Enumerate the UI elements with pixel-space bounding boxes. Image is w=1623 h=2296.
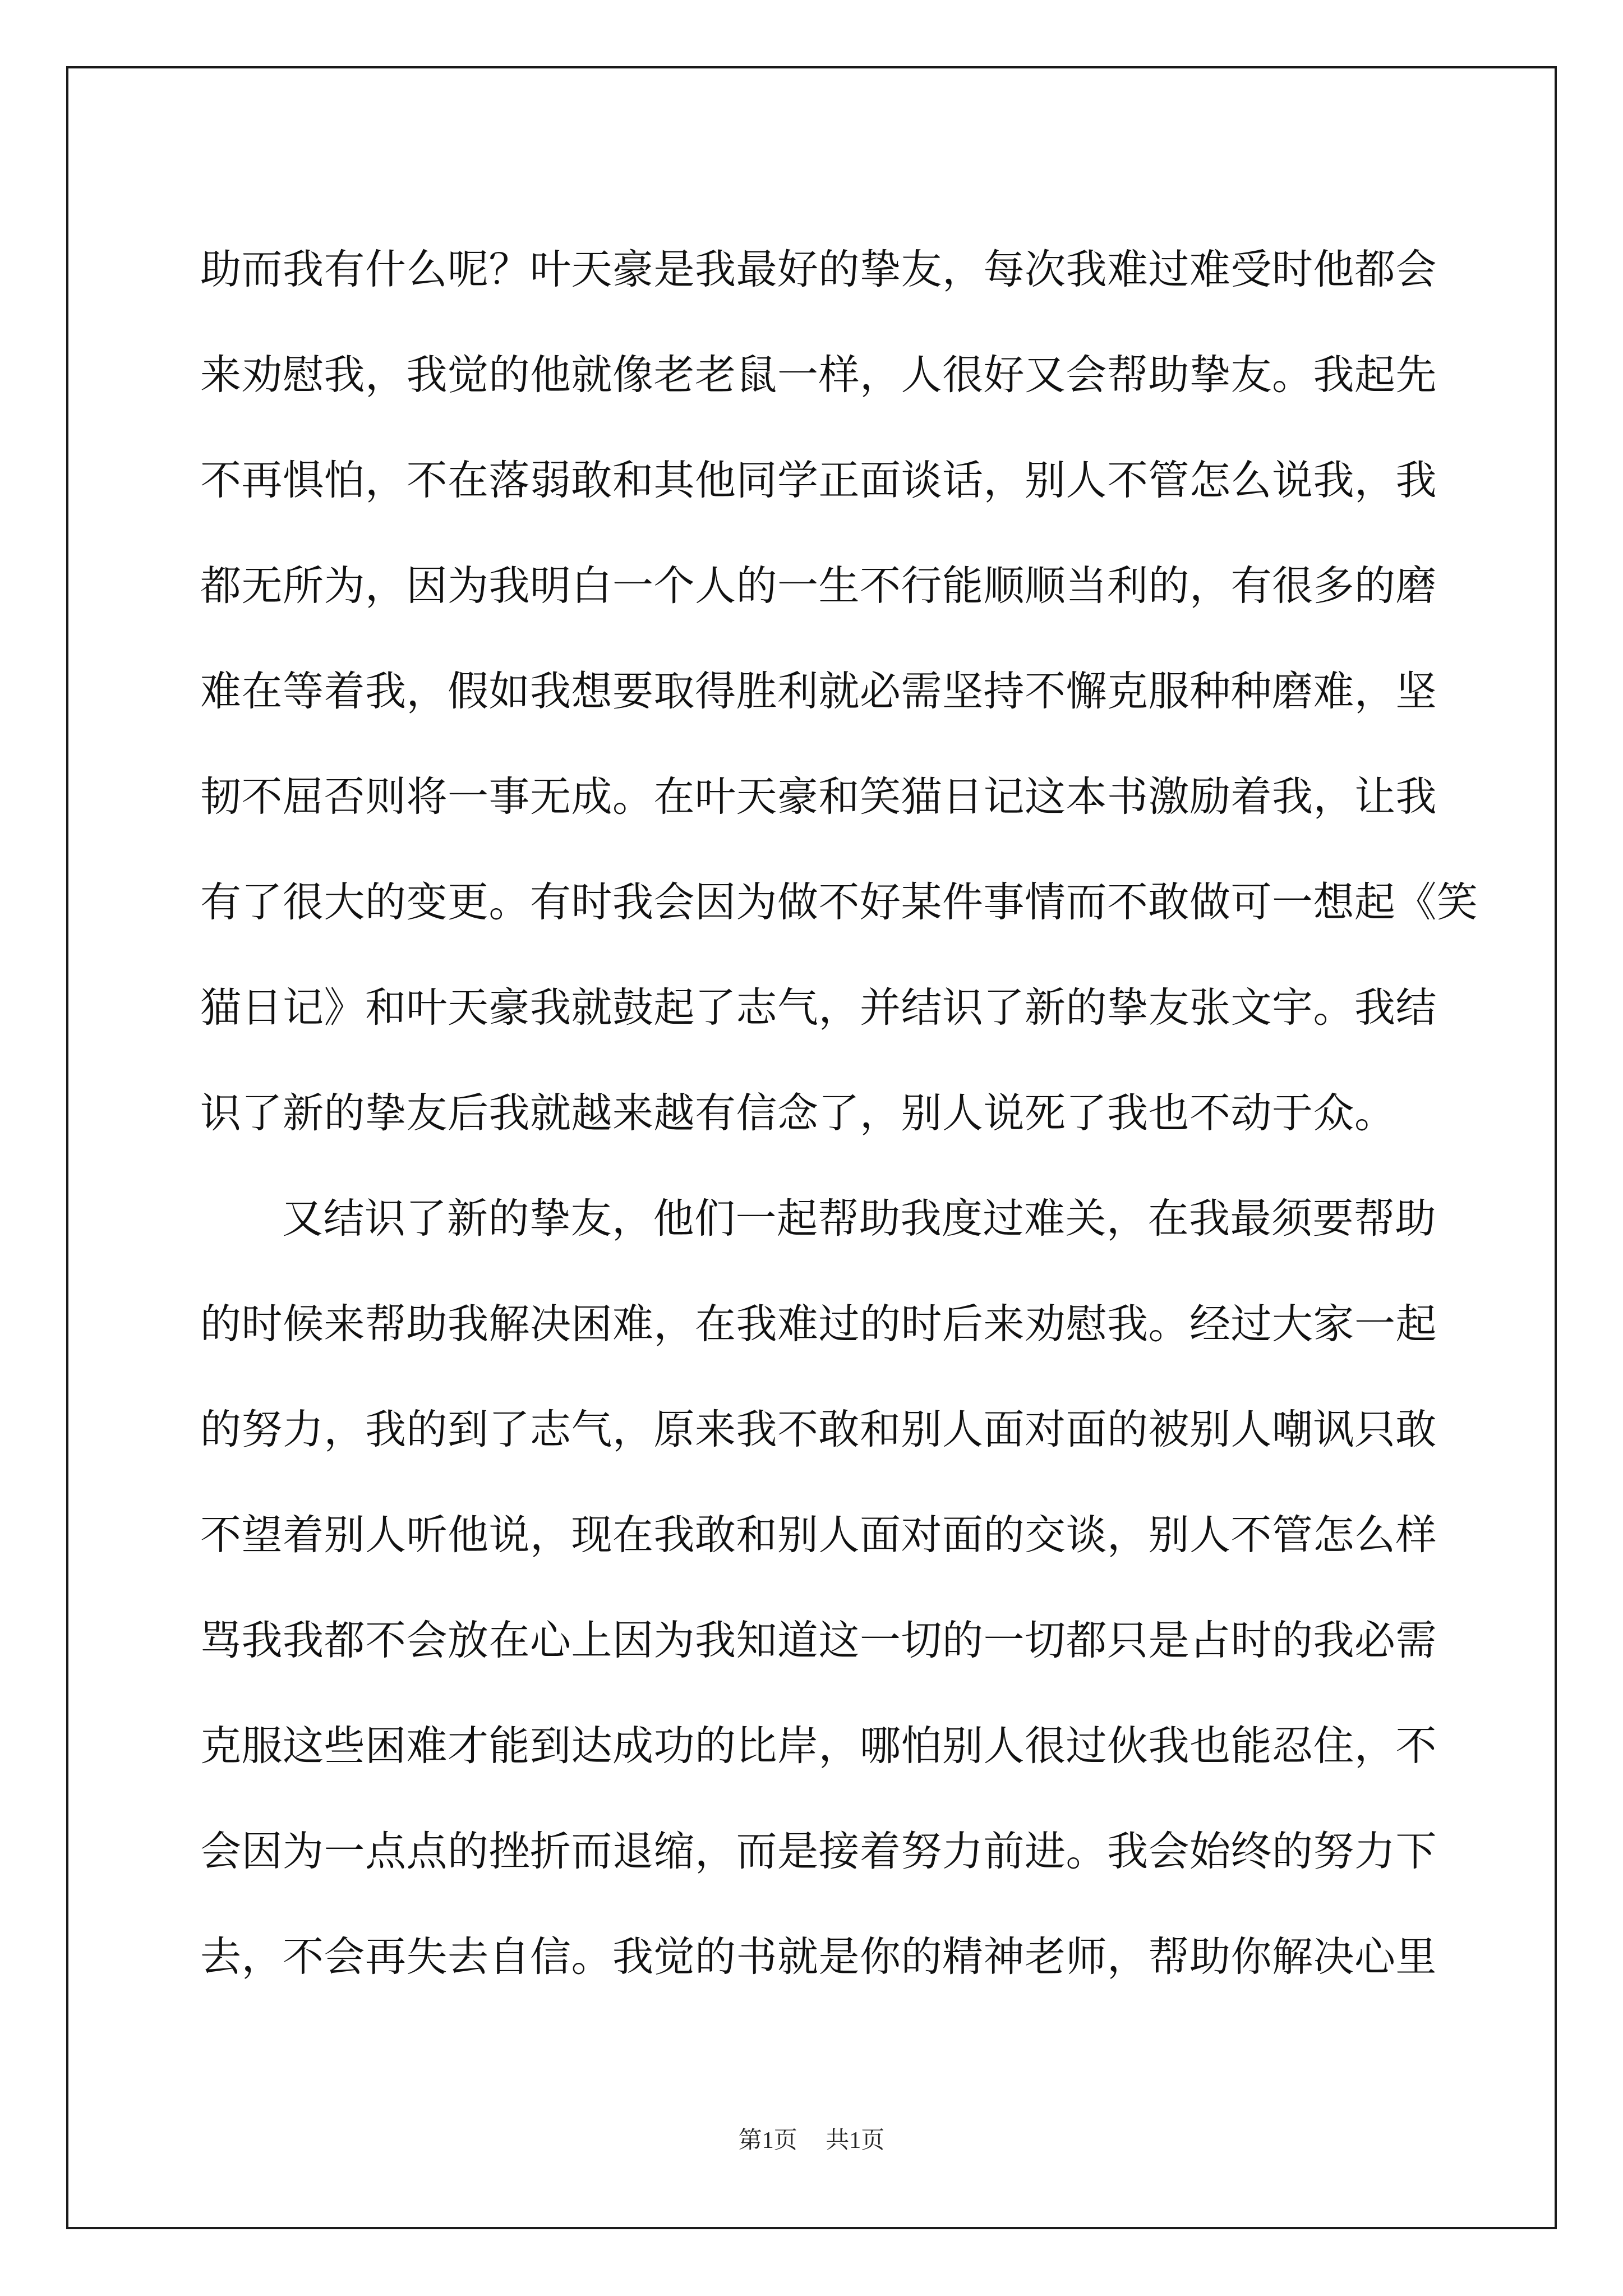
text-line: 不望着别人听他说，现在我敢和别人面对面的交谈，别人不管怎么样 (200, 1511, 1437, 1559)
text-line: 会因为一点点的挫折而退缩，而是接着努力前进。我会始终的努力下 (200, 1828, 1437, 1875)
text-line: 骂我我都不会放在心上因为我知道这一切的一切都只是占时的我必需 (200, 1617, 1437, 1664)
paragraph-2 (200, 1166, 1437, 2010)
text-line: 助而我有什么呢？叶天豪是我最好的挚友，每次我难过难受时他都会 (200, 246, 1437, 293)
text-line: 猫日记》和叶天豪我就鼓起了志气，并结识了新的挚友张文宇。我结 (200, 984, 1437, 1032)
text-line: 的时候来帮助我解决困难，在我难过的时后来劝慰我。经过大家一起 (200, 1300, 1437, 1348)
text-line: 识了新的挚友后我就越来越有信念了，别人说死了我也不动于众。 (200, 1089, 1396, 1137)
text-line: 韧不屈否则将一事无成。在叶天豪和笑猫日记这本书激励着我，让我 (200, 773, 1437, 821)
text-line: 难在等着我，假如我想要取得胜利就必需坚持不懈克服种种磨难，坚 (200, 668, 1437, 715)
text-line: 的努力，我的到了志气，原来我不敢和别人面对面的被别人嘲讽只敢 (200, 1406, 1437, 1453)
paragraph-1 (200, 217, 1478, 1166)
document-body (200, 217, 1478, 2010)
page-footer (0, 2122, 1623, 2155)
text-line: 去，不会再失去自信。我觉的书就是你的精神老师，帮助你解决心里 (200, 1933, 1437, 1981)
text-line: 都无所为，因为我明白一个人的一生不行能顺顺当利的，有很多的磨 (200, 562, 1437, 610)
page-total: 共1页 (826, 2128, 885, 2154)
text-line: 有了很大的变更。有时我会因为做不好某件事情而不敢做可一想起《笑 (200, 878, 1478, 926)
text-line: 不再惧怕，不在落弱敢和其他同学正面谈话，别人不管怎么说我，我 (200, 457, 1437, 504)
page-number: 第1页 (738, 2128, 797, 2154)
text-line: 来劝慰我，我觉的他就像老老鼠一样，人很好又会帮助挚友。我起先 (200, 351, 1437, 399)
text-line: 又结识了新的挚友，他们一起帮助我度过难关，在我最须要帮助 (282, 1195, 1436, 1243)
text-line: 克服这些困难才能到达成功的比岸，哪怕别人很过伙我也能忍住，不 (200, 1722, 1437, 1770)
